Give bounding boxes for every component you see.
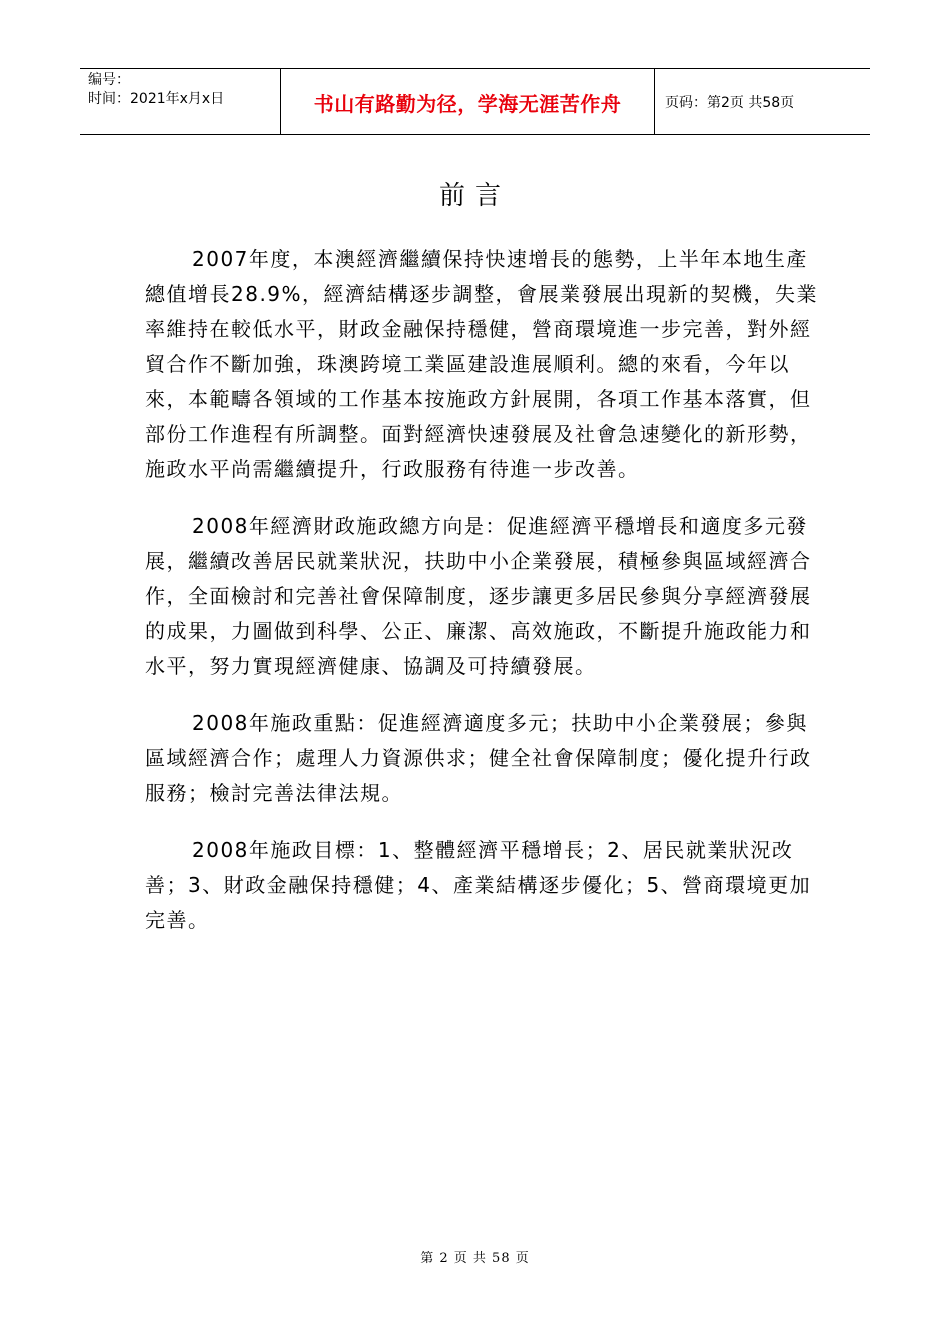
paragraph: 2008年施政目標：1、整體經濟平穩增長；2、居民就業狀況改善；3、財政金融保持穩健；4、產業結構逐步優化；5、營商環境更加完善。 xyxy=(145,838,812,932)
header-page-info: 页码：第2页 共58页 xyxy=(665,95,795,111)
paragraph: 2008年經濟財政施政總方向是：促進經濟平穩增長和適度多元發展，繼續改善居民就業狀況，扶助中小企業發展，積極參與區域經濟合作，全面檢討和完善社會保障制度，逐步讓更多居民參與分享經濟發展的成果，力圖做到科學、公正、廉潔、高效施政，不斷提升施政能力和水平，努力實現經濟健康、協調及可持續發展。 xyxy=(145,514,812,678)
page-footer: 第 2 页 共 58 页 xyxy=(420,1251,530,1266)
paragraph: 2008年施政重點：促進經濟適度多元；扶助中小企業發展；參與區域經濟合作；處理人力資源供求；健全社會保障制度；優化提升行政服務；檢討完善法律法規。 xyxy=(145,711,812,805)
page-title: 前言 xyxy=(438,181,511,211)
document-date-label: 时间：2021年x月x日 xyxy=(88,91,225,107)
document-body xyxy=(145,242,825,960)
document-number-label: 编号： xyxy=(88,72,130,88)
header-motto: 书山有路勤为径，学海无涯苦作舟 xyxy=(281,69,655,135)
paragraph: 2007年度，本澳經濟繼續保持快速增長的態勢，上半年本地生產總值增長28.9%，經濟結構逐步調整，會展業發展出現新的契機，失業率維持在較低水平，財政金融保持穩健，營商環境進一步完善，對外經貿合作不斷加強，珠澳跨境工業區建設進展順利。總的來看，今年以來，本範疇各領域的工作基本按施政方針展開，各項工作基本落實，但部份工作進程有所調整。面對經濟快速發展及社會急速變化的新形勢，施政水平尚需繼續提升，行政服務有待進一步改善。 xyxy=(145,247,819,481)
header-meta-cell xyxy=(80,69,281,135)
page-header xyxy=(80,68,870,135)
